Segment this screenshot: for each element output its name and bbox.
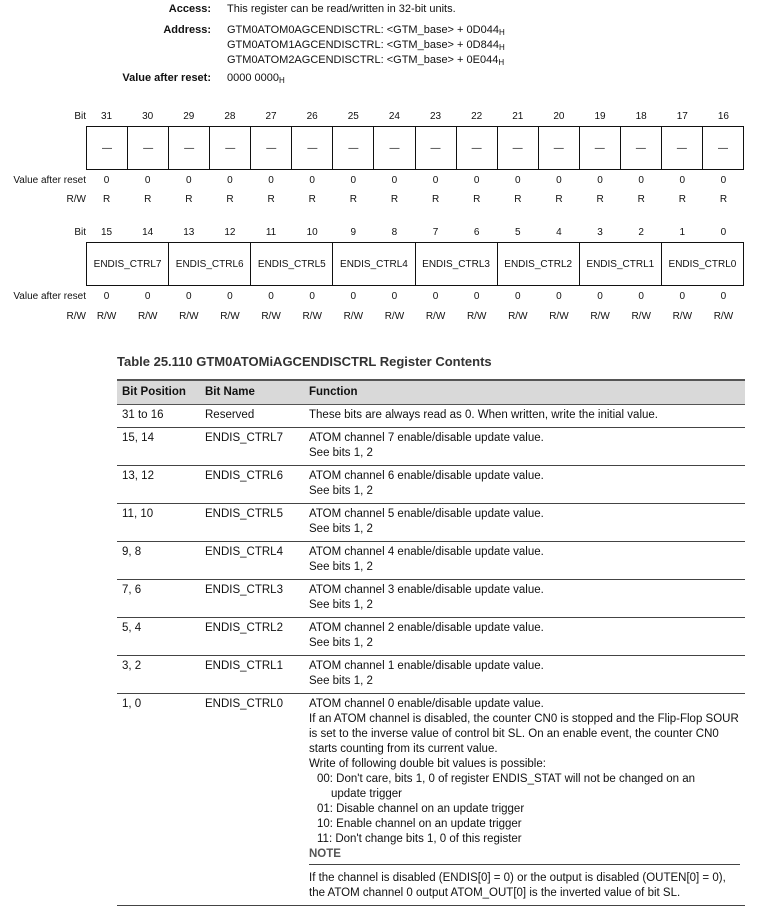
- reset-bit: 0: [309, 175, 315, 186]
- rw-values-upper: [86, 194, 744, 205]
- reset-bit: 0: [227, 291, 233, 302]
- rw-values-lower: [86, 311, 744, 322]
- endis-ctrl1-field: ENDIS_CTRL1: [580, 243, 662, 285]
- address-list: [227, 24, 505, 69]
- reset-bit: 0: [227, 175, 233, 186]
- rw-label-lower: R/W: [66, 311, 86, 322]
- reset-bit: 0: [720, 175, 727, 186]
- reset-bit: 0: [638, 175, 644, 186]
- rw-bit: R/W: [179, 311, 199, 322]
- rw-bit: R: [390, 194, 399, 205]
- bit-number: 13: [183, 227, 195, 238]
- bit-number: 30: [142, 111, 154, 122]
- rw-bit: R: [514, 194, 522, 205]
- reset-bit: 0: [515, 291, 521, 302]
- rw-bit: R/W: [466, 311, 487, 322]
- reset-bit: 0: [473, 175, 480, 186]
- reserved-field: —: [580, 127, 621, 169]
- bit-number: 2: [638, 227, 644, 238]
- rw-bit: R/W: [220, 311, 240, 322]
- rw-bit: R: [308, 194, 316, 205]
- col-function: Function: [304, 380, 745, 404]
- bit-number: 27: [265, 111, 277, 122]
- reset-bit: 0: [268, 175, 274, 186]
- table-row: 31 to 16 Reserved These bits are always read as 0. When written, write the initial value.: [117, 404, 745, 427]
- bit-numbers-lower: [86, 227, 744, 238]
- table-row: 11, 10 ENDIS_CTRL5 ATOM channel 5 enable/disable update value. See bits 1, 2: [117, 503, 745, 541]
- reset-row-label-lower: Value after reset: [13, 291, 86, 302]
- reset-bit: 0: [268, 291, 274, 302]
- rw-bit: R: [431, 194, 440, 205]
- reset-bit: 0: [144, 291, 151, 302]
- reset-bit: 0: [679, 175, 686, 186]
- bit-number: 19: [594, 111, 606, 122]
- rw-bit: R: [555, 194, 563, 205]
- reset-bit: 0: [432, 291, 439, 302]
- bit-numbers-upper: [86, 111, 744, 122]
- reset-bit: 0: [556, 291, 562, 302]
- rw-bit: R/W: [590, 311, 610, 322]
- rw-bit: R/W: [343, 311, 364, 322]
- note-text: If the channel is disabled (ENDIS[0] = 0) or the output is disabled (OUTEN[0] = 0), the ATOM channel 0 output ATOM_OUT[0] is the inverted value of bit SL.: [309, 871, 726, 899]
- bit-number: 28: [224, 111, 236, 122]
- rw-bit: R/W: [425, 311, 446, 322]
- reset-bit: 0: [186, 175, 192, 186]
- reserved-field: —: [210, 127, 251, 169]
- endis-ctrl2-field: ENDIS_CTRL2: [498, 243, 580, 285]
- bit-number: 20: [553, 111, 565, 122]
- reserved-field: —: [416, 127, 457, 169]
- bit-number: 7: [432, 227, 439, 238]
- bit-number: 10: [306, 227, 318, 238]
- bit-number: 24: [388, 111, 400, 122]
- bit-number: 5: [515, 227, 521, 238]
- rw-bit: R/W: [261, 311, 281, 322]
- rw-bit: R: [185, 194, 193, 205]
- reserved-field: —: [87, 127, 128, 169]
- rw-bit: R: [226, 194, 234, 205]
- table-row: 13, 12 ENDIS_CTRL6 ATOM channel 6 enable/disable update value. See bits 1, 2: [117, 465, 745, 503]
- table-row: 9, 8 ENDIS_CTRL4 ATOM channel 4 enable/disable update value. See bits 1, 2: [117, 541, 745, 579]
- rw-bit: R/W: [631, 311, 651, 322]
- rw-label-upper: R/W: [66, 194, 86, 205]
- register-fields-upper: [86, 126, 744, 170]
- rw-bit: R/W: [302, 311, 322, 322]
- reset-bit: 0: [186, 291, 192, 302]
- bit-number: 22: [471, 111, 483, 122]
- address-line-1: GTM0ATOM1AGCENDISCTRL: <GTM_base> + $0D844_H$: [227, 39, 505, 52]
- reset-bit: 0: [515, 175, 521, 186]
- bit-number: 29: [183, 111, 195, 122]
- table-row: 7, 6 ENDIS_CTRL3 ATOM channel 3 enable/disable update value. See bits 1, 2: [117, 579, 745, 617]
- bit-number: 4: [556, 227, 562, 238]
- reset-row-label-upper: Value after reset: [13, 175, 86, 186]
- reserved-field: —: [539, 127, 580, 169]
- rw-bit: R/W: [672, 311, 693, 322]
- rw-bit: R: [637, 194, 645, 205]
- col-bit-position: Bit Position: [117, 380, 200, 404]
- rw-bit: R/W: [508, 311, 528, 322]
- reset-bit: 0: [432, 175, 439, 186]
- bit-number: 11: [265, 227, 277, 238]
- bit-number: 0: [720, 227, 727, 238]
- rw-bit: R: [596, 194, 604, 205]
- bit-number: 3: [597, 227, 603, 238]
- reset-bit: 0: [350, 291, 357, 302]
- rw-bit: R/W: [137, 311, 158, 322]
- reserved-field: —: [292, 127, 333, 169]
- reset-bit: 0: [638, 291, 644, 302]
- reset-bit: 0: [144, 175, 151, 186]
- register-contents-table: [117, 379, 745, 906]
- rw-bit: R: [144, 194, 152, 205]
- reset-bit: 0: [720, 291, 727, 302]
- endis-ctrl6-field: ENDIS_CTRL6: [169, 243, 251, 285]
- reset-bit: 0: [473, 291, 480, 302]
- bit-number: 9: [350, 227, 357, 238]
- table-row: 5, 4 ENDIS_CTRL2 ATOM channel 2 enable/disable update value. See bits 1, 2: [117, 617, 745, 655]
- bit-label-upper: Bit: [74, 111, 86, 122]
- reset-label: Value after reset:: [122, 72, 211, 84]
- address-line-2: GTM0ATOM2AGCENDISCTRL: <GTM_base> + $0E044_H$: [227, 54, 505, 67]
- rw-bit: R: [719, 194, 728, 205]
- rw-bit: R/W: [549, 311, 569, 322]
- bit-number: 17: [676, 111, 688, 122]
- reset-bit: 0: [309, 291, 315, 302]
- reserved-field: —: [662, 127, 703, 169]
- endis-ctrl4-field: ENDIS_CTRL4: [333, 243, 415, 285]
- endis-ctrl7-field: ENDIS_CTRL7: [87, 243, 169, 285]
- table-header-row: [117, 380, 745, 404]
- bit-number: 16: [717, 111, 729, 122]
- bit-number: 26: [306, 111, 318, 122]
- reserved-field: —: [128, 127, 169, 169]
- rw-bit: R/W: [713, 311, 734, 322]
- reserved-field: —: [498, 127, 539, 169]
- col-bit-name: Bit Name: [200, 380, 304, 404]
- rw-bit: R/W: [384, 311, 405, 322]
- bit-number: 18: [635, 111, 647, 122]
- address-label: Address:: [163, 24, 211, 36]
- register-fields-lower: [86, 242, 744, 286]
- reset-value: 0000 $0000_H$: [227, 72, 285, 85]
- rw-bit: R: [349, 194, 357, 205]
- reset-bit: 0: [679, 291, 686, 302]
- bit-number: 12: [224, 227, 236, 238]
- access-label: Access:: [168, 3, 211, 15]
- reset-bit: 0: [556, 175, 562, 186]
- reserved-field: —: [169, 127, 210, 169]
- bit-number: 15: [101, 227, 113, 238]
- endis-ctrl0-field: ENDIS_CTRL0: [668, 258, 737, 270]
- endis-ctrl5-field: ENDIS_CTRL5: [251, 243, 333, 285]
- table-row: 15, 14 ENDIS_CTRL7 ATOM channel 7 enable/disable update value. See bits 1, 2: [117, 427, 745, 465]
- bit-number: 25: [347, 111, 359, 122]
- reserved-field: —: [374, 127, 415, 169]
- table-row: 3, 2 ENDIS_CTRL1 ATOM channel 1 enable/disable update value. See bits 1, 2: [117, 655, 745, 693]
- bit-number: 8: [391, 227, 398, 238]
- table-row-endis-ctrl0: 1, 0 ENDIS_CTRL0 ATOM channel 0 enable/disable update value. If an ATOM channel is disabled, the counter CN0 is stopped and the Flip-Flop SOUR is set to the inverse value of control bit SL. On an enable event, the counter CN0 starts counting from its current value. Write of following double bit values is possible: 00: Don't care, bits 1, 0 of register ENDIS_STAT will not be changed on an update trigger 01: Disable channel on an update trigger 10: Enable channel on an update trigger 11: Don't change bits 1, 0 of this register NOTE If the channel is disabled (ENDIS[0] = 0) or the output is disabled (OUTEN[0] = 0), the ATOM channel 0 output ATOM_OUT[0] is the inverted value of bit SL.: [117, 693, 745, 905]
- rw-bit: R: [267, 194, 275, 205]
- bit-number: 14: [142, 227, 154, 238]
- reserved-field: —: [621, 127, 662, 169]
- reset-bit: 0: [391, 175, 398, 186]
- bit-label-lower: Bit: [74, 227, 86, 238]
- rw-bit: R: [473, 194, 481, 205]
- reserved-field: —: [251, 127, 292, 169]
- rw-bit: R: [102, 194, 111, 205]
- table-caption: Table 25.110 GTM0ATOMiAGCENDISCTRL Register Contents: [117, 354, 492, 369]
- reset-bit: 0: [103, 175, 110, 186]
- bit-number: 1: [679, 227, 686, 238]
- reset-bit: 0: [597, 291, 603, 302]
- rw-bit: R/W: [96, 311, 117, 322]
- endis-ctrl3-field: ENDIS_CTRL3: [416, 243, 498, 285]
- access-value: This register can be read/written in 32-bit units.: [227, 3, 456, 15]
- bit-number: 21: [512, 111, 524, 122]
- reset-values-lower: [86, 291, 744, 302]
- reserved-field: —: [457, 127, 498, 169]
- bit-number: 31: [101, 111, 113, 122]
- rw-bit: R: [678, 194, 686, 205]
- reset-bit: 0: [391, 291, 398, 302]
- reserved-field: —: [717, 142, 728, 154]
- reset-bit: 0: [103, 291, 110, 302]
- reserved-field: —: [333, 127, 374, 169]
- reset-values-upper: [86, 175, 744, 186]
- reset-bit: 0: [597, 175, 603, 186]
- bit-number: 23: [430, 111, 442, 122]
- reset-bit: 0: [350, 175, 357, 186]
- bit-number: 6: [473, 227, 480, 238]
- address-line-0: GTM0ATOM0AGCENDISCTRL: <GTM_base> + $0D044_H$: [227, 24, 505, 37]
- note-label: NOTE: [309, 847, 740, 865]
